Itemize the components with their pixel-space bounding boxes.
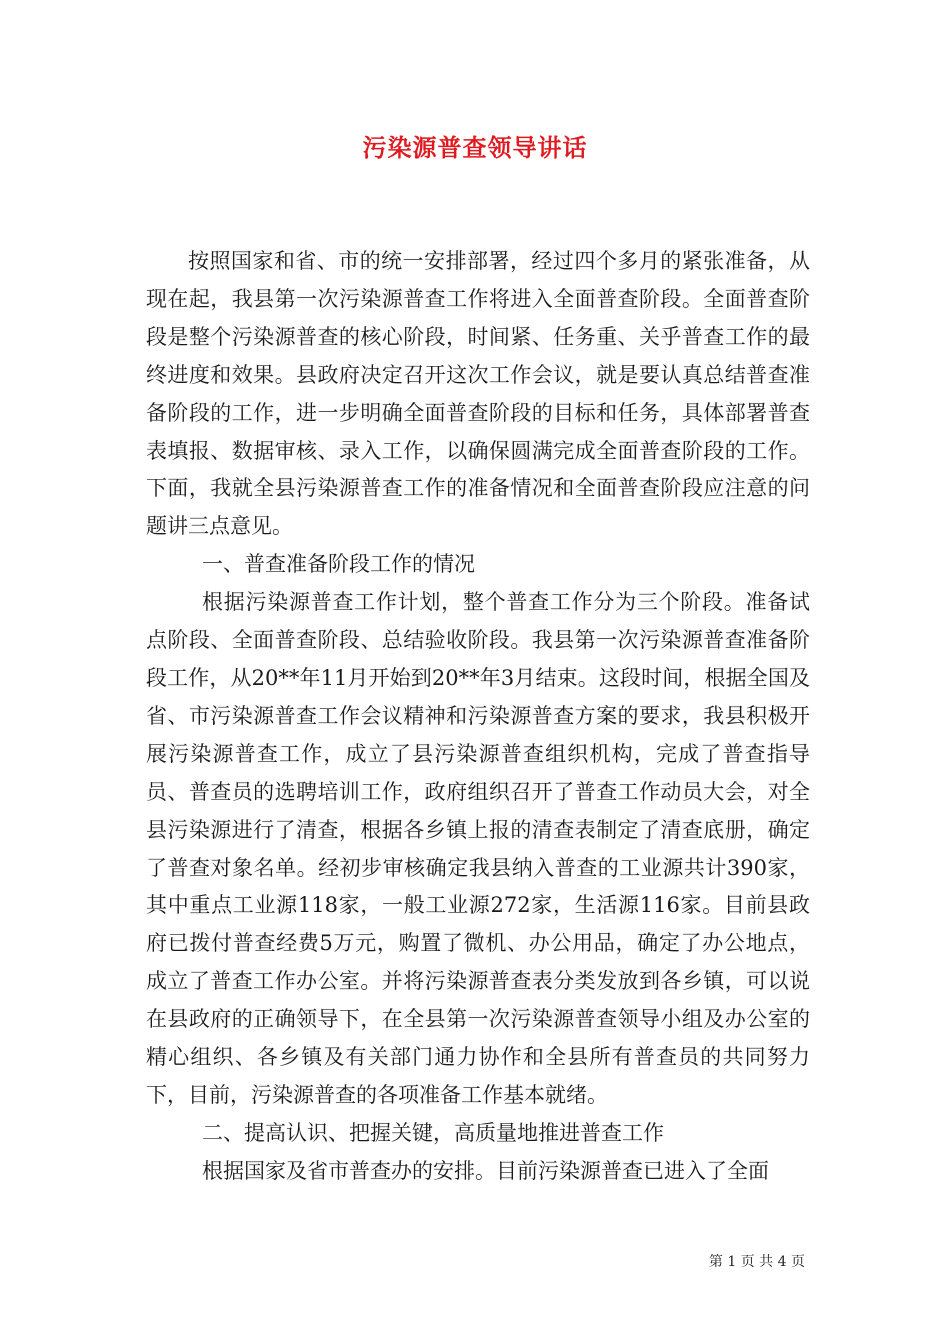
paragraph-section-2: 根据国家及省市普查办的安排。目前污染源普查已进入了全面 <box>202 1158 769 1183</box>
section-heading-2: 二、提高认识、把握关键，高质量地推进普查工作 <box>202 1120 664 1145</box>
document-body <box>146 243 810 1191</box>
document-title: 污染源普查领导讲话 <box>362 133 588 162</box>
page-number-footer: 第 1 页 共 4 页 <box>708 1254 805 1270</box>
paragraph-section-1: 根据污染源普查工作计划，整个普查工作分为三个阶段。准备试点阶段、全面普查阶段、总结验收阶段。我县第一次污染源普查准备阶段工作，从20**年11月开始到20**年3月结束。这段时间，根据全国及省、市污染源普查工作会议精神和污染源普查方案的要求，我县积极开展污染源普查工作，成立了县污染源普查组织机构，完成了普查指导员、普查员的选聘培训工作，政府组织召开了普查工作动员大会，对全县污染源进行了清查，根据各乡镇上报的清查表制定了清查底册，确定了普查对象名单。经初步审核确定我县纳入普查的工业源共计390家，其中重点工业源118家，一般工业源272家，生活源116家。目前县政府已拨付普查经费5万元，购置了微机、办公用品，确定了办公地点，成立了普查工作办公室。并将污染源普查表分类发放到各乡镇，可以说在县政府的正确领导下，在全县第一次污染源普查领导小组及办公室的精心组织、各乡镇及有关部门通力协作和全县所有普查员的共同努力下，目前，污染源普查的各项准备工作基本就绪。 <box>146 590 810 1107</box>
paragraph-intro: 按照国家和省、市的统一安排部署，经过四个多月的紧张准备，从现在起，我县第一次污染源普查工作将进入全面普查阶段。全面普查阶段是整个污染源普查的核心阶段，时间紧、任务重、关乎普查工作的最终进度和效果。县政府决定召开这次工作会议，就是要认真总结普查准备阶段的工作，进一步明确全面普查阶段的目标和任务，具体部署普查表填报、数据审核、录入工作，以确保圆满完成全面普查阶段的工作。下面，我就全县污染源普查工作的准备情况和全面普查阶段应注意的问题讲三点意见。 <box>146 249 810 539</box>
section-heading-1: 一、普查准备阶段工作的情况 <box>202 552 475 577</box>
